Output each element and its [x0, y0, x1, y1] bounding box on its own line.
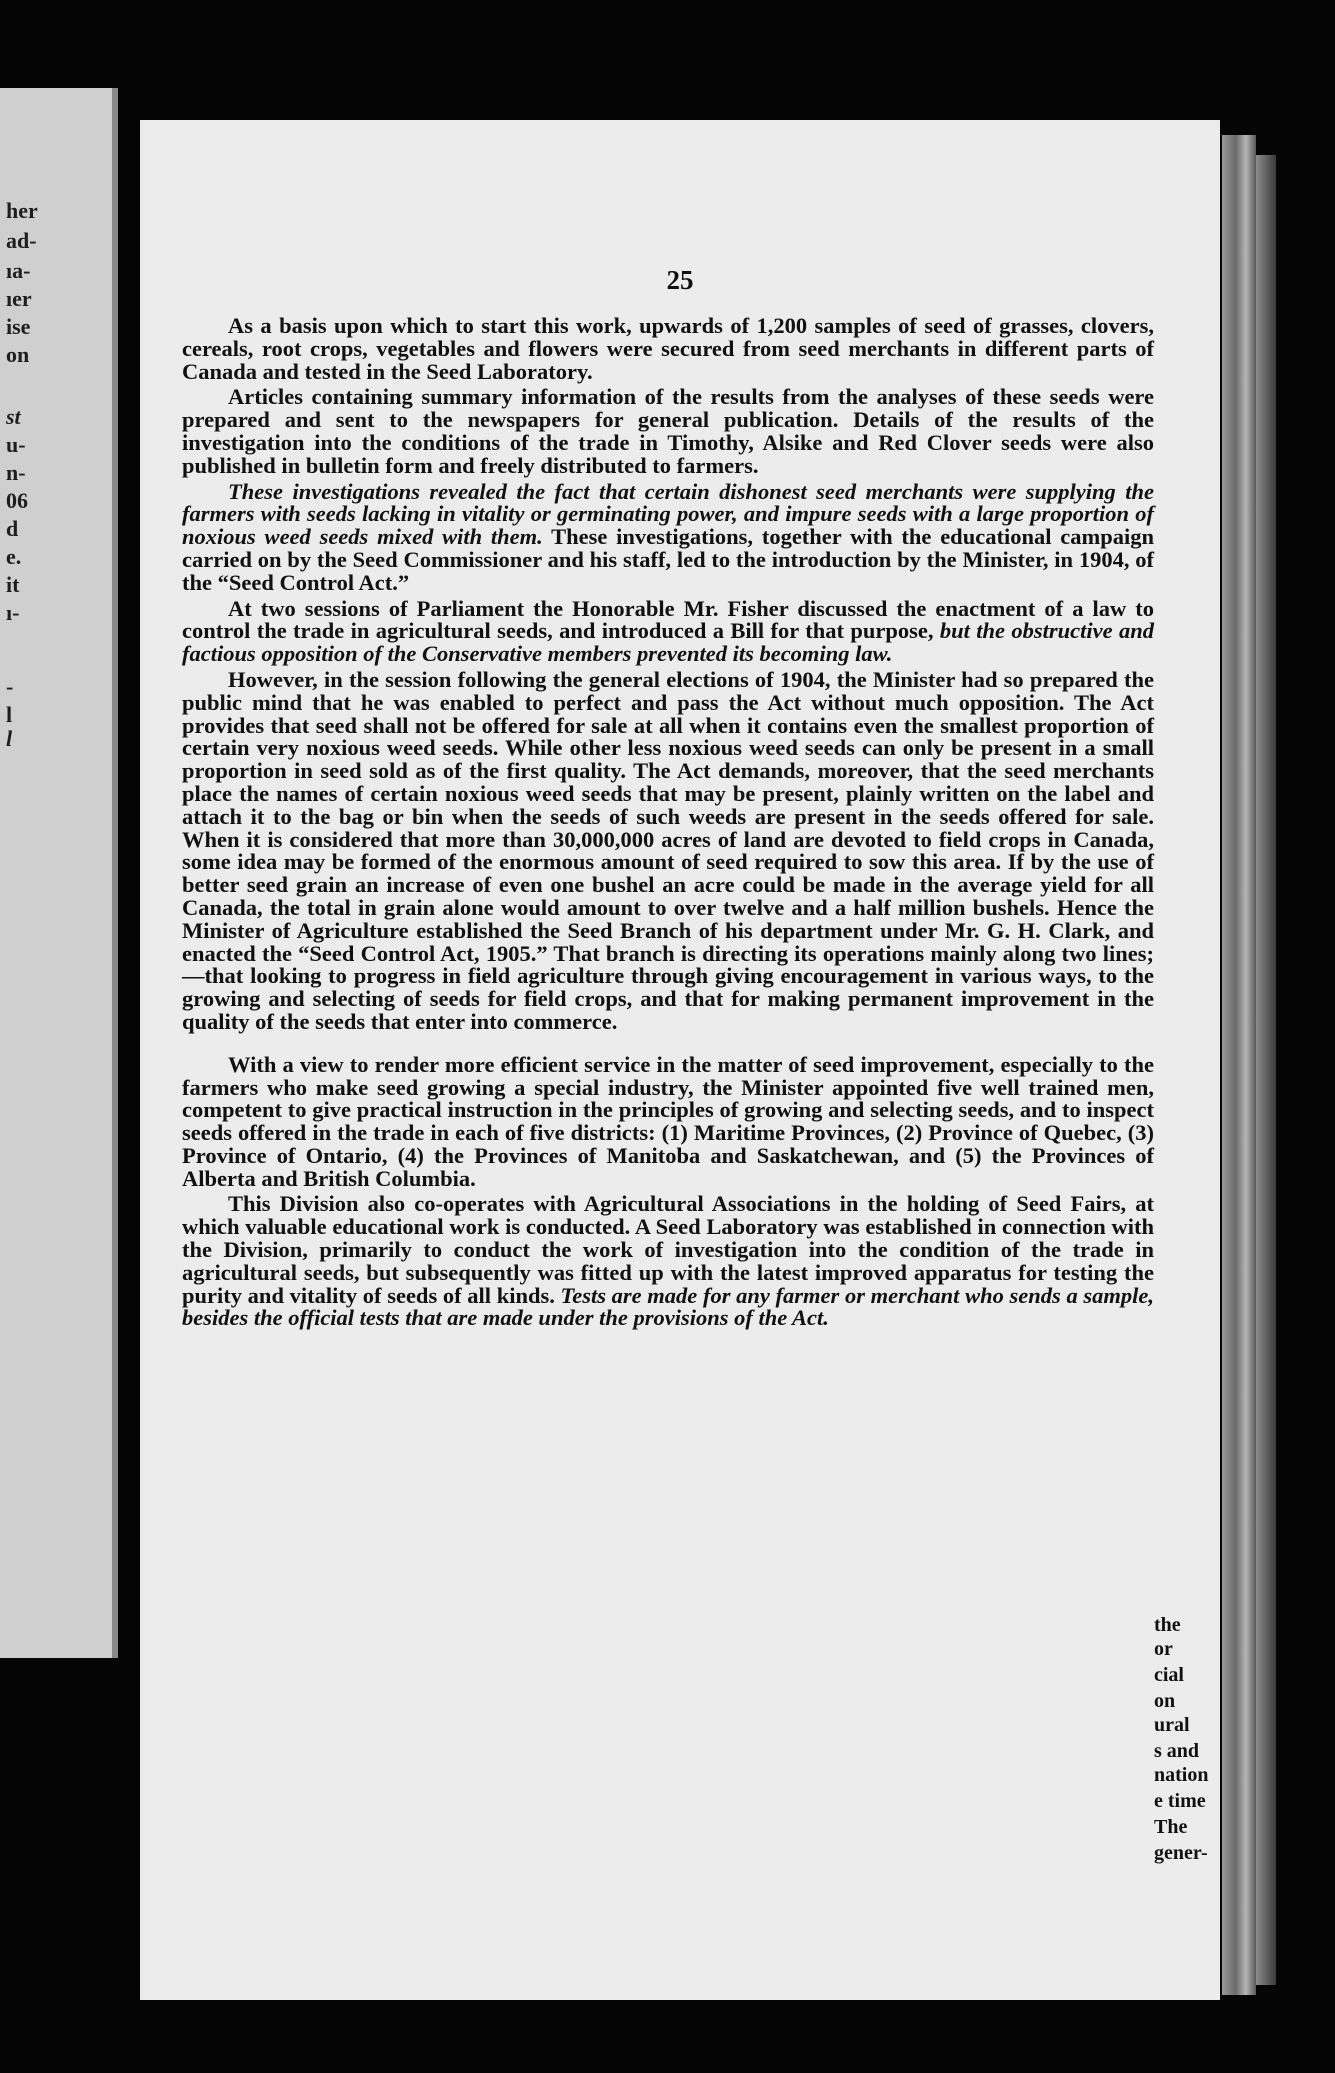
facing-page-fragment: ad-	[6, 228, 37, 253]
facing-page-fragment: ıer	[6, 286, 32, 311]
paragraph-text: As a basis upon which to start this work, upwards of 1,200 samples of seed of grasses, clovers, cereals, root crops, vegetables and flowers were secured from seed merchants in different parts of Canada and tested in the Seed Laboratory.	[182, 313, 1154, 384]
facing-page-fragment: ı-	[6, 600, 20, 625]
facing-page-fragment: -	[6, 674, 14, 699]
margin-overlap-fragment: or	[1154, 1638, 1173, 1660]
paragraph	[182, 666, 1154, 1034]
margin-overlap-fragment: The	[1154, 1816, 1188, 1838]
facing-page-fragment: ise	[6, 314, 31, 339]
facing-page-fragment: l	[6, 726, 13, 751]
paragraph-text: With a view to render more efficient service in the matter of seed improvement, especially to the farmers who make seed growing a special industry, the Minister appointed five well trained men, competent to give practical instruction in the principles of growing and selecting seeds, and to inspect seeds offered in the trade in each of five districts: (1) Maritime Provinces, (2) Province of Quebec, (3) Province of Ontario, (4) the Provinces of Manitoba and Saskatchewan, and (5) the Provinces of Alberta and British Columbia.	[182, 1051, 1154, 1191]
margin-overlap-fragment: cial	[1154, 1664, 1184, 1686]
paragraph	[182, 315, 1154, 383]
page-number: 25	[666, 265, 694, 295]
book-page	[140, 120, 1220, 2000]
margin-overlap-fragment: the	[1154, 1614, 1181, 1636]
paragraph	[182, 386, 1154, 477]
paragraph-text: However, in the session following the general elections of 1904, the Minister had so prepared the public mind that he was enabled to perfect and pass the Act without much opposition. The Act provides that seed shall not be offered for sale at all when it contains even the smallest proportion of certain very noxious weed seeds. While other less noxious weed seeds can only be present in a small proportion in seed sold as of the first quality. The Act demands, moreover, that the seed merchants place the names of certain noxious weed seeds that may be present, plainly written on the label and attach it to the bag or bin when the seeds of such weeds are present in the seeds offered for sale. When it is considered that more than 30,000,000 acres of land are devoted to field crops in Canada, some idea may be formed of the enormous amount of seed required to sow this area. If by the use of better seed grain an increase of even one bushel an acre could be made in the average yield for all Canada, the total in grain alone would amount to over twelve and a half million bushels. Hence the Minister of Agriculture established the Seed Branch of his department under Mr. G. H. Clark, and enacted the “Seed Control Act, 1905.” That branch is directing its operations mainly along two lines;—that looking to progress in field agriculture through giving encouragement in various ways, to the growing and selecting of seeds for field crops, and that for making permanent improvement in the quality of the seeds that enter into commerce.	[182, 666, 1154, 1034]
facing-page-fragment: it	[6, 572, 20, 597]
italic-emphasis: Tests are made for any farmer or merchant who sends a sample, besides the official tests that are made under the provisions of the Act.	[182, 1282, 1154, 1331]
paragraph-text: Articles containing summary information of the results from the analyses of these seeds were prepared and sent to the newspapers for general publication. Details of the results of the investigation into the conditions of the trade in Timothy, Alsike and Red Clover seeds were also published in bulletin form and freely distributed to farmers.	[182, 384, 1154, 478]
facing-page-fragment: d	[6, 516, 19, 541]
facing-page-fragment: st	[6, 404, 21, 429]
paragraph	[182, 478, 1154, 595]
paragraph	[182, 595, 1154, 667]
facing-page-edge	[0, 88, 118, 1658]
body-text	[182, 315, 1154, 1333]
italic-emphasis: These investigations revealed the fact that certain dishonest seed merchants were supplying the farmers with seeds lacking in vitality or germinating power, and impure seeds with a large proportion of noxious weed seeds mixed with them.	[182, 478, 1154, 550]
margin-overlap-fragment: ural	[1154, 1714, 1190, 1736]
facing-page-fragment: ıa-	[6, 258, 31, 283]
margin-overlap-fragment: s and	[1154, 1740, 1200, 1762]
paragraph-text: This Division also co-operates with Agricultural Associations in the holding of Seed Fairs, at which valuable educational work is conducted. A Seed Laboratory was established in connection with the Division, primarily to conduct the work of investigation into the condition of the trade in agricultural seeds, but subsequently was fitted up with the latest improved apparatus for testing the purity and vitality of seeds of all kinds.	[182, 1191, 1154, 1308]
margin-overlap-fragment: gener-	[1154, 1842, 1208, 1864]
facing-page-fragment: 06	[6, 488, 28, 513]
margin-overlap-fragment: on	[1154, 1690, 1176, 1712]
facing-page-fragment: l	[6, 702, 13, 727]
book-spine-shadow	[1256, 155, 1276, 1985]
paragraph-text: These investigations, together with the educational campaign carried on by the Seed Commissioner and his staff, led to the introduction by the Minister, in 1904, of the “Seed Control Act.”	[182, 524, 1154, 595]
facing-page-fragment: her	[6, 198, 38, 223]
page-stack-edge	[1222, 135, 1256, 1995]
italic-emphasis: but the obstructive and factious opposition of the Conservative members prevented its becoming law.	[182, 618, 1154, 667]
paragraph	[182, 1193, 1154, 1330]
facing-page-fragment: on	[6, 342, 30, 367]
paragraph-text: At two sessions of Parliament the Honorable Mr. Fisher discussed the enactment of a law to control the trade in agricultural seeds, and introduced a Bill for that purpose,	[182, 595, 1154, 644]
margin-overlap-fragment: nation	[1154, 1764, 1209, 1786]
facing-page-fragment: e.	[6, 544, 22, 569]
facing-page-fragment: n-	[6, 460, 26, 485]
facing-page-fragment: u-	[6, 432, 26, 457]
paragraph	[182, 1051, 1154, 1191]
margin-overlap-fragment: e time	[1154, 1790, 1206, 1812]
